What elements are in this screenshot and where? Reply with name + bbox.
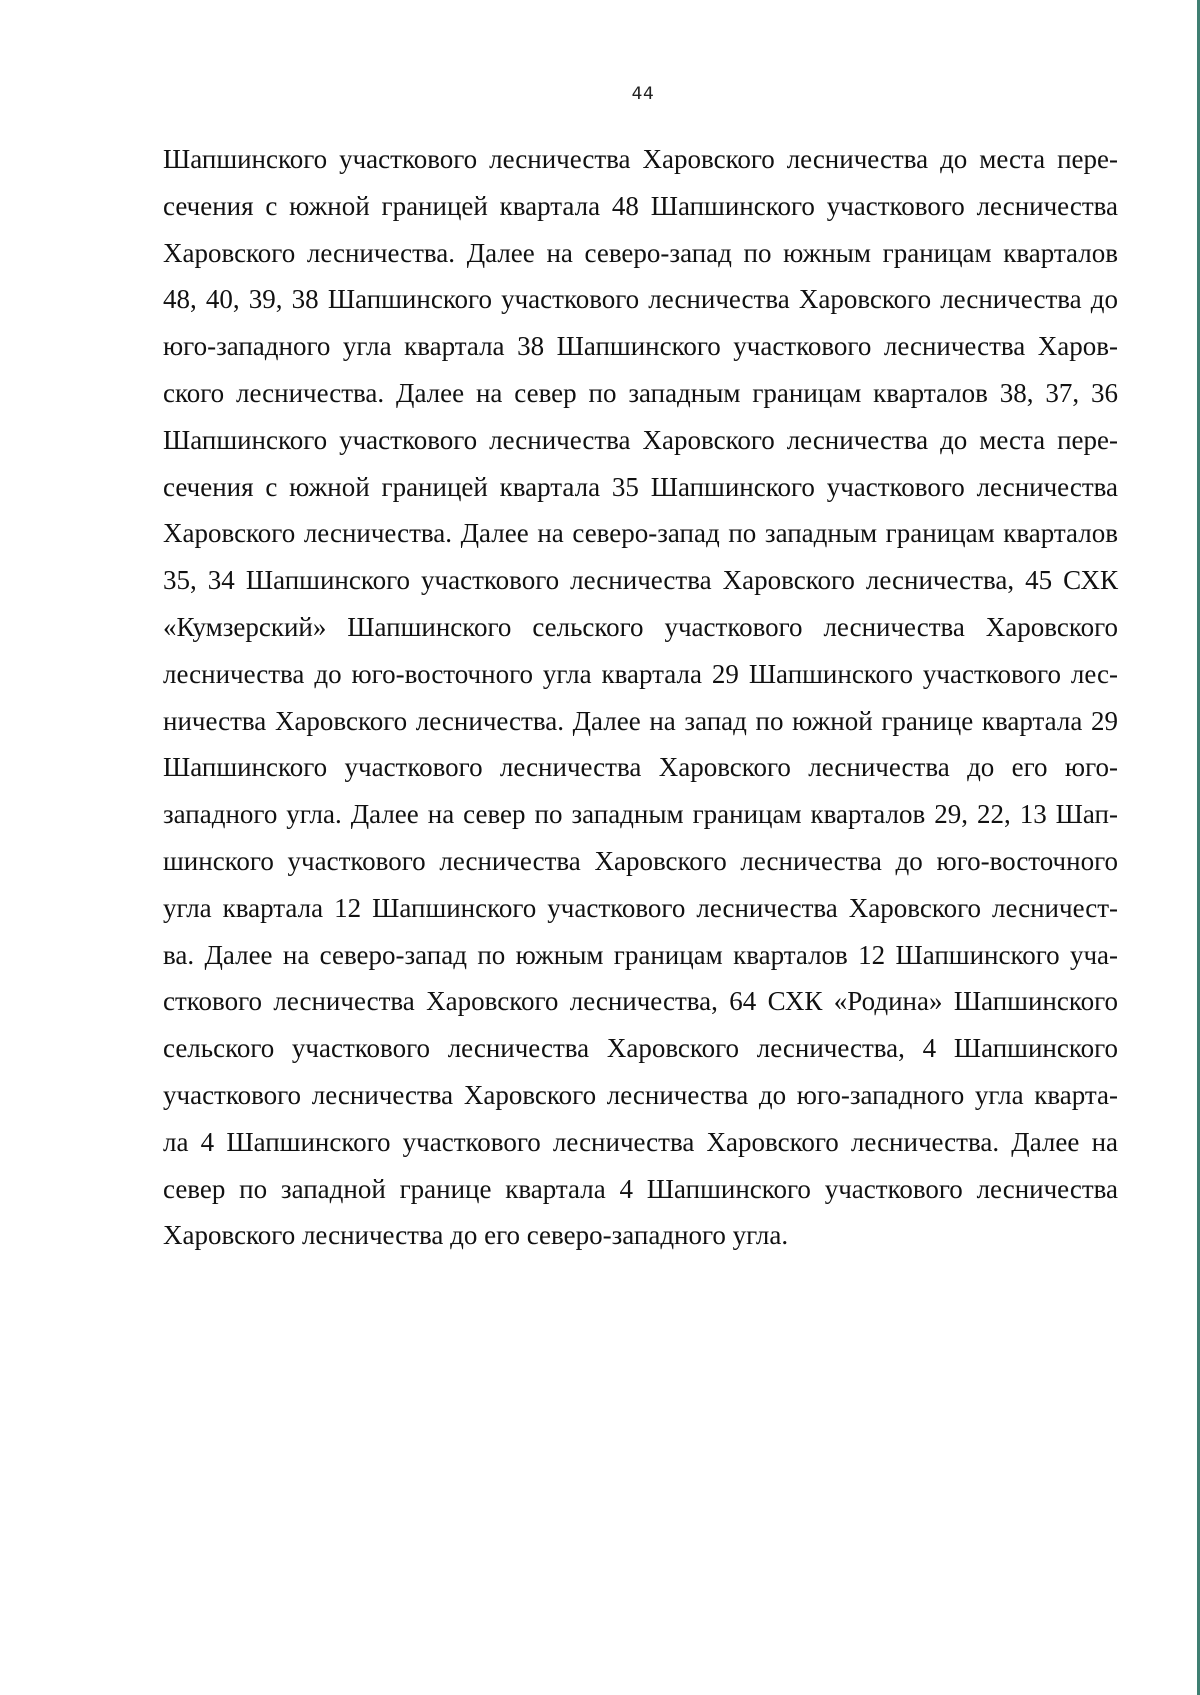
text-line: Харовского лесничества. Далее на северо-запад по западным границам кварталов (163, 518, 1118, 549)
text-line: Шапшинского участкового лесничества Харовского лесничества до места пере- (163, 424, 1118, 455)
text-line: ничества Харовского лесничества. Далее на запад по южной границе квартала 29 (163, 705, 1118, 736)
text-line: угла квартала 12 Шапшинского участкового лесничества Харовского лесничест- (163, 892, 1118, 923)
text-line: ва. Далее на северо-запад по южным границам кварталов 12 Шапшинского уча- (163, 939, 1118, 970)
text-line: ского лесничества. Далее на север по западным границам кварталов 38, 37, 36 (163, 377, 1118, 408)
text-line: участкового лесничества Харовского лесничества до юго-западного угла кварта- (163, 1079, 1118, 1110)
text-line: сельского участкового лесничества Харовского лесничества, 4 Шапшинского (163, 1033, 1118, 1064)
text-line: север по западной границе квартала 4 Шапшинского участкового лесничества (163, 1173, 1118, 1204)
text-line: Шапшинского участкового лесничества Харовского лесничества до его юго- (163, 752, 1118, 783)
text-line: западного угла. Далее на север по западным границам кварталов 29, 22, 13 Шап- (163, 799, 1118, 830)
text-line: сечения с южной границей квартала 35 Шапшинского участкового лесничества (163, 471, 1118, 502)
text-line: Шапшинского участкового лесничества Харовского лесничества до места пере- (163, 144, 1118, 174)
text-line: Харовского лесничества. Далее на северо-запад по южным границам кварталов (163, 237, 1118, 268)
text-line: Харовского лесничества до его северо-западного угла. (163, 1220, 789, 1251)
page-number: 44 (631, 84, 655, 104)
text-line: юго-западного угла квартала 38 Шапшинского участкового лесничества Харов- (163, 331, 1118, 362)
text-line: 48, 40, 39, 38 Шапшинского участкового лесничества Харовского лесничества до (163, 284, 1118, 315)
text-line: шинского участкового лесничества Харовского лесничества до юго-восточного (163, 845, 1118, 876)
text-line: 35, 34 Шапшинского участкового лесничества Харовского лесничества, 45 СХК (163, 565, 1118, 596)
text-line: «Кумзерский» Шапшинского сельского участкового лесничества Харовского (163, 611, 1118, 642)
text-line: лесничества до юго-восточного угла квартала 29 Шапшинского участкового лес- (163, 658, 1118, 689)
body-text (163, 136, 1118, 1259)
text-line: ла 4 Шапшинского участкового лесничества Харовского лесничества. Далее на (163, 1126, 1118, 1157)
text-line: сткового лесничества Харовского лесничества, 64 СХК «Родина» Шапшинского (163, 986, 1118, 1017)
text-line: сечения с южной границей квартала 48 Шапшинского участкового лесничества (163, 190, 1118, 221)
